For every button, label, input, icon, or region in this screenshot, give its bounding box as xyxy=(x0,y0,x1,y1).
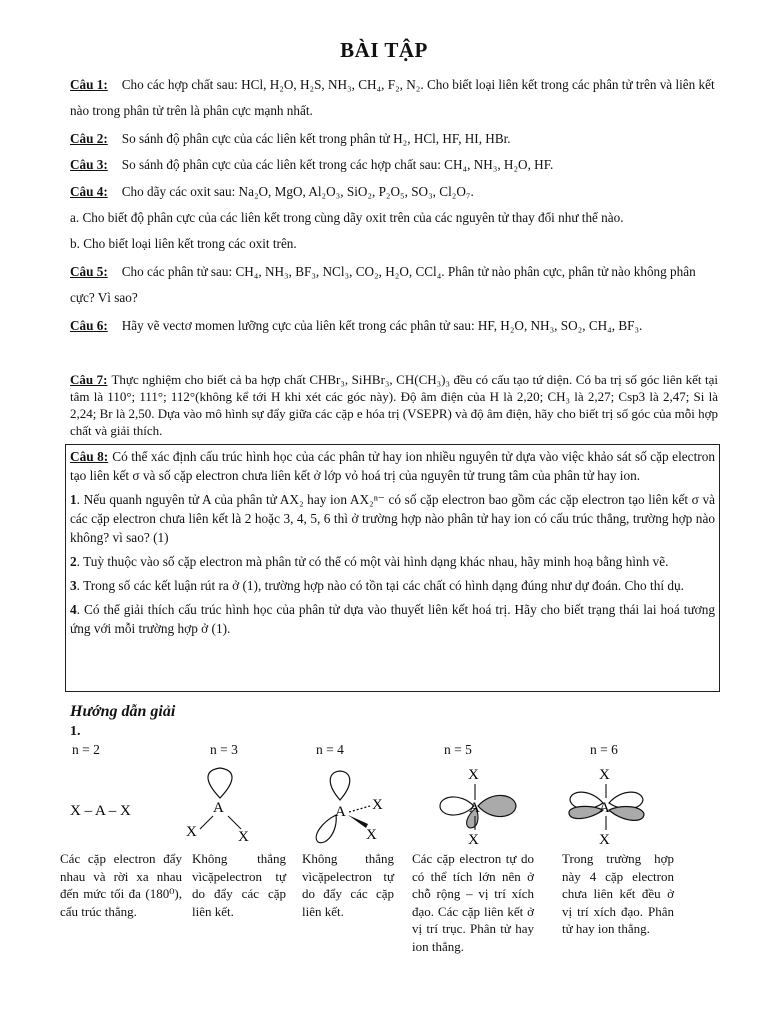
question-8-part-4-number: 4 xyxy=(70,602,77,617)
question-5-text: Cho các phân tử sau: CH₄, NH₃, BF₃, NCl₃, CO₂, H₂O, CCl₄. Phân tử nào phân cực, phân tử nào không phân cực? Vì sao? xyxy=(70,264,696,305)
question-8-text: Có thể xác định cấu trúc hình học của các phân tử hay ion nhiều nguyên tử dựa vào việc khảo sát số cặp electron tạo liên kết σ và số cặp electron chưa liên kết ở lớp vỏ hoá trị của nguyên tử trung tâm của phân tử hay ion. xyxy=(70,449,716,483)
question-8-part-1-number: 1 xyxy=(70,492,77,507)
question-8-part-1-text: . Nếu quanh nguyên tử A của phân tử AX₂ hay ion AX₂ⁿ⁻ có số cặp electron bao gồm các cặp electron tạo liên kết σ và các cặp electron chưa liên kết là 2 hoặc 3, 4, 5, 6 thì ở trường hợp nào phân tử hay ion có cấu trúc thẳng, trường hợp nào không? vì sao? (1) xyxy=(70,492,715,545)
case-n4-caption: Không thẳng vìcặpelectron tự do đẩy các cặp liên kết. xyxy=(302,851,394,919)
question-4-part-b: b. Cho biết loại liên kết trong các oxit trên. xyxy=(70,236,297,251)
question-4-label: Câu 4: xyxy=(70,184,108,199)
case-n6-label: n = 6 xyxy=(590,742,618,757)
diagram-n3 xyxy=(186,768,249,845)
bond-wedge xyxy=(348,815,368,828)
diagram-n6 xyxy=(569,767,644,848)
question-1-label: Câu 1: xyxy=(70,77,108,92)
solution-heading: Hướng dẫn giải xyxy=(70,703,176,720)
atom-x-label: X xyxy=(372,797,383,813)
atom-a-label: A xyxy=(213,800,224,816)
lone-pair-lobe xyxy=(316,815,336,843)
case-n2-label: n = 2 xyxy=(72,742,100,757)
question-8-part-4-text: . Có thể giải thích cấu trúc hình học của phân tử dựa vào thuyết liên kết hoá trị. Hãy cho biết trạng thái lai hoá tương ứng với mỗi trường hợp ở (1). xyxy=(70,602,715,636)
case-n3-label: n = 3 xyxy=(210,742,238,757)
question-8-part-3-number: 3 xyxy=(70,578,77,593)
question-3-label: Câu 3: xyxy=(70,157,108,172)
atom-x-label: X xyxy=(468,832,479,848)
question-4-text: Cho dãy các oxit sau: Na₂O, MgO, Al₂O₃, SiO₂, P₂O₅, SO₃, Cl₂O₇. xyxy=(121,184,474,199)
question-6-text: Hãy vẽ vectơ momen lưỡng cực của liên kết trong các phân tử sau: HF, H₂O, NH₃, SO₂, CH₄, BF₃. xyxy=(121,318,643,333)
lone-pair-lobe-shaded xyxy=(609,807,644,821)
atom-x-label: X xyxy=(186,824,197,840)
question-2-text: So sánh độ phân cực của các liên kết trong phân tử H₂, HCl, HF, HI, HBr. xyxy=(121,131,511,146)
question-5-label: Câu 5: xyxy=(70,264,108,279)
case-n6-caption: Trong trường hợp này 4 cặp electron chưa liên kết đều ở vị trí xích đạo. Phân tử hay ion thẳng. xyxy=(562,851,674,936)
atom-x-label: X xyxy=(468,767,479,783)
question-8-part-3-text: . Trong số các kết luận rút ra ở (1), trường hợp nào có tồn tại các chất có hình dạng đúng như dự đoán. Cho thí dụ. xyxy=(76,578,685,593)
atom-a-label: A xyxy=(469,800,480,816)
atom-a-label: A xyxy=(599,800,610,816)
bond-line xyxy=(228,816,241,829)
page-title: BÀI TẬP xyxy=(340,38,428,62)
lone-pair-lobe-shaded xyxy=(478,795,516,816)
atom-x-label: X xyxy=(599,767,610,783)
lone-pair-lobe xyxy=(330,771,350,800)
question-1-text: Cho các hợp chất sau: HCl, H₂O, H₂S, NH₃, CH₄, F₂, N₂. Cho biết loại liên kết trong các phân tử trên và liên kết nào trong phân tử trên là phân cực mạnh nhất. xyxy=(70,77,715,118)
case-n2-caption: Các cặp electron đẩy nhau và rời xa nhau đến mức tối đa (180⁰), cấu trúc thẳng. xyxy=(60,851,182,919)
question-8-label: Câu 8: xyxy=(70,449,109,464)
bond-line-dashed xyxy=(349,806,370,812)
linear-formula: X – A – X xyxy=(70,803,131,819)
atom-x-label: X xyxy=(599,832,610,848)
question-8-part-2-text: . Tuỳ thuộc vào số cặp electron mà phân tử có thể có một vài hình dạng khác nhau, hãy minh hoạ bằng hình vẽ. xyxy=(76,554,669,569)
case-n5-caption: Các cặp electron tự do có thể tích lớn nên ở chỗ rộng – vị trí xích đạo. Các cặp liên kết ở vị trí trục. Phân tử hay ion thẳng. xyxy=(412,851,534,954)
lone-pair-lobe xyxy=(208,768,232,798)
question-7-label: Câu 7: xyxy=(70,372,108,387)
atom-a-label: A xyxy=(335,804,346,820)
question-2-label: Câu 2: xyxy=(70,131,108,146)
atom-x-label: X xyxy=(366,827,377,843)
lone-pair-lobe-shaded xyxy=(569,806,603,818)
bond-line xyxy=(200,816,213,829)
case-n3-caption: Không thẳng vìcặpelectron tự do đẩy các cặp liên kết. xyxy=(192,851,286,919)
case-n4-label: n = 4 xyxy=(316,742,344,757)
atom-x-label: X xyxy=(238,829,249,845)
question-6-label: Câu 6: xyxy=(70,318,108,333)
diagram-n4 xyxy=(316,771,383,843)
diagram-n5 xyxy=(440,767,516,848)
question-7-text: Thực nghiệm cho biết cả ba hợp chất CHBr₃, SiHBr₃, CH(CH₃)₃ đều có cấu tạo tứ diện. Có ba trị số góc liên kết tại tâm là 110°; 111°; 112°(không kể tới H khi xét các góc này). Độ âm điện của H là 2,20; CH₃ là 2,27; Csp3 là 2,47; Si là 2,24; Br là 2,50. Dựa vào mô hình sự đẩy giữa các cặp e hóa trị (VSEPR) và độ âm điện, hãy cho biết trị số góc của mỗi hợp chất và giải thích. xyxy=(70,372,718,438)
question-3-text: So sánh độ phân cực của các liên kết trong các hợp chất sau: CH₄, NH₃, H₂O, HF. xyxy=(121,157,554,172)
solution-number: 1. xyxy=(70,724,81,739)
case-n5-label: n = 5 xyxy=(444,742,472,757)
question-4-part-a: a. Cho biết độ phân cực của các liên kết trong cùng dãy oxit trên của các nguyên tử thay đổi như thế nào. xyxy=(70,210,624,225)
question-8-part-2-number: 2 xyxy=(70,554,77,569)
